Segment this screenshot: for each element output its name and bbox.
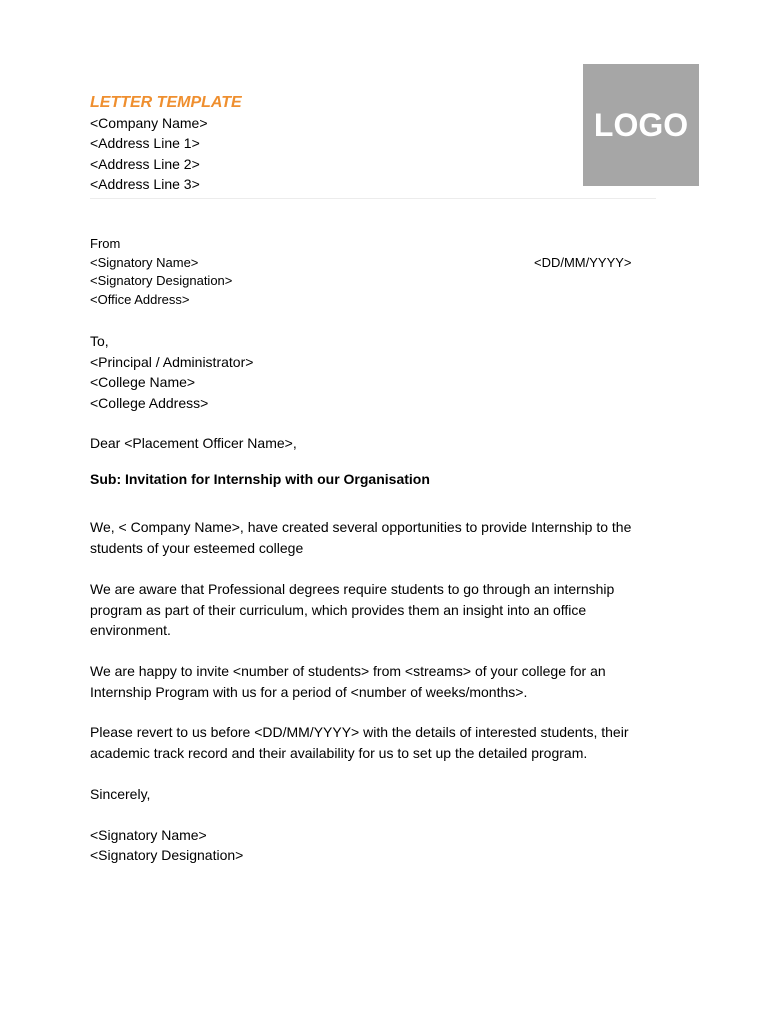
to-recipient: <Principal / Administrator>: [90, 353, 254, 370]
letter-header: [90, 93, 510, 194]
to-block: [90, 331, 590, 413]
header-divider: [90, 198, 656, 199]
paragraph-line: We are aware that Professional degrees require students to go through an internship: [90, 581, 615, 597]
to-college-name: <College Name>: [90, 374, 196, 390]
paragraph: [90, 722, 690, 763]
signature-designation: <Signatory Designation>: [90, 847, 244, 864]
from-signatory-designation: <Signatory Designation>: [90, 273, 233, 289]
to-label: To,: [90, 333, 109, 349]
address-line-2: <Address Line 2>: [90, 155, 200, 172]
paragraph-line: We are happy to invite <number of students> from <streams> of your college for an: [90, 663, 606, 679]
paragraph-line: We, < Company Name>, have created several opportunities to provide Internship to the: [90, 519, 632, 535]
address-line-3: <Address Line 3>: [90, 175, 200, 192]
from-block: [90, 235, 490, 309]
paragraph-line: Please revert to us before <DD/MM/YYYY> with the details of interested students, their: [90, 724, 629, 740]
letter-date: <DD/MM/YYYY>: [534, 255, 632, 270]
paragraph: [90, 661, 690, 702]
subject-line: Sub: Invitation for Internship with our Organisation: [90, 471, 430, 487]
to-college-address: <College Address>: [90, 394, 209, 411]
paragraph-line: environment.: [90, 622, 171, 638]
paragraph-line: program as part of their curriculum, which provides them an insight into an office: [90, 601, 587, 618]
signature-block: [90, 825, 243, 866]
from-signatory-name: <Signatory Name>: [90, 254, 199, 270]
salutation: Dear <Placement Officer Name>,: [90, 435, 297, 451]
closing: Sincerely,: [90, 786, 151, 802]
logo-text: LOGO: [593, 106, 689, 143]
paragraph-line: students of your esteemed college: [90, 539, 304, 556]
template-title: LETTER TEMPLATE: [90, 94, 242, 111]
address-line-1: <Address Line 1>: [90, 135, 200, 152]
paragraph-line: academic track record and their availability for us to set up the detailed program.: [90, 744, 588, 761]
paragraph-line: Internship Program with us for a period of <number of weeks/months>.: [90, 683, 528, 700]
signature-name: <Signatory Name>: [90, 827, 207, 843]
paragraph: [90, 579, 690, 641]
from-label: From: [90, 236, 121, 251]
company-name: <Company Name>: [90, 115, 208, 131]
from-office-address: <Office Address>: [90, 291, 190, 307]
paragraph: [90, 517, 690, 558]
logo-placeholder: [583, 64, 699, 186]
